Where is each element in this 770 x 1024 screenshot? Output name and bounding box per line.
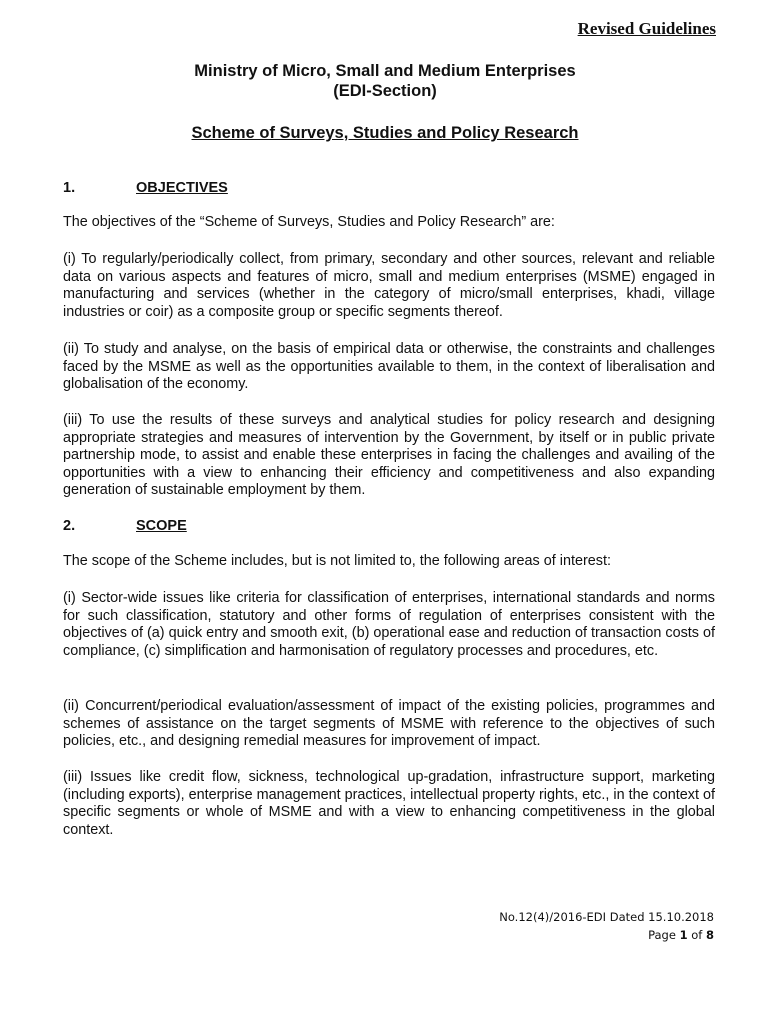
page-number — [499, 926, 714, 944]
objectives-intro: The objectives of the “Scheme of Surveys, Studies and Policy Research” are: — [63, 214, 555, 230]
page-of: of — [691, 928, 703, 942]
section-title: SCOPE — [136, 518, 187, 534]
objective-paragraph-1: (i) To regularly/periodically collect, from primary, secondary and other sources, relevant and reliable data on various aspects and features of micro, small and medium enterprises (MSME) engaged in manufacturing and services (whether in the category of micro/small enterprises, khadi, village industries or coir) as a composite group or specific segments thereof. — [63, 251, 715, 320]
page-label: Page — [648, 928, 676, 942]
objective-paragraph-3: (iii) To use the results of these surveys and analytical studies for policy research and designing appropriate strategies and measures of intervention by the Government, by itself or in public private partnership mode, to assist and enable these enterprises in facing the challenges and availing of the opportunities with a view to enhancing their efficiency and competitiveness and also expanding generation of sustainable employment by them. — [63, 412, 715, 499]
scope-paragraph-2: (ii) Concurrent/periodical evaluation/assessment of impact of the existing policies, programmes and schemes of assistance on the target segments of MSME with reference to the objectives of such policies, etc., and designing remedial measures for improvement of impact. — [63, 698, 715, 750]
scope-intro: The scope of the Scheme includes, but is not limited to, the following areas of interest: — [63, 553, 611, 569]
section-heading-scope — [63, 518, 187, 534]
scheme-title: Scheme of Surveys, Studies and Policy Research — [191, 124, 579, 142]
page-footer — [499, 908, 714, 944]
section-heading-objectives — [63, 180, 228, 196]
section-name: (EDI-Section) — [333, 82, 437, 100]
page-total: 8 — [705, 928, 714, 942]
document-reference: No.12(4)/2016-EDI Dated 15.10.2018 — [499, 910, 714, 924]
ministry-heading — [0, 61, 770, 101]
objective-paragraph-2: (ii) To study and analyse, on the basis of empirical data or otherwise, the constraints and challenges faced by the MSME as well as the opportunities available to them, in the context of liberalisation and globalisation of the economy. — [63, 341, 715, 393]
page-current: 1 — [679, 928, 688, 942]
ministry-name: Ministry of Micro, Small and Medium Enterprises — [194, 62, 576, 80]
section-number: 1. — [63, 180, 76, 196]
scope-paragraph-3: (iii) Issues like credit flow, sickness, technological up-gradation, infrastructure support, marketing (including exports), enterprise management practices, intellectual property rights, etc., in the context of specific segments or whole of MSME and with a view to enhancing competitiveness in the global context. — [63, 769, 715, 838]
revised-guidelines-label: Revised Guidelines — [577, 19, 716, 38]
scope-paragraph-1: (i) Sector-wide issues like criteria for classification of enterprises, international standards and norms for such classification, statutory and other forms of regulation of enterprises consistent with the objectives of (a) quick entry and smooth exit, (b) operational ease and reduction of transaction costs of compliance, (c) simplification and harmonisation of regulatory processes and procedures, etc. — [63, 590, 715, 659]
section-title: OBJECTIVES — [136, 180, 228, 196]
section-number: 2. — [63, 518, 76, 534]
